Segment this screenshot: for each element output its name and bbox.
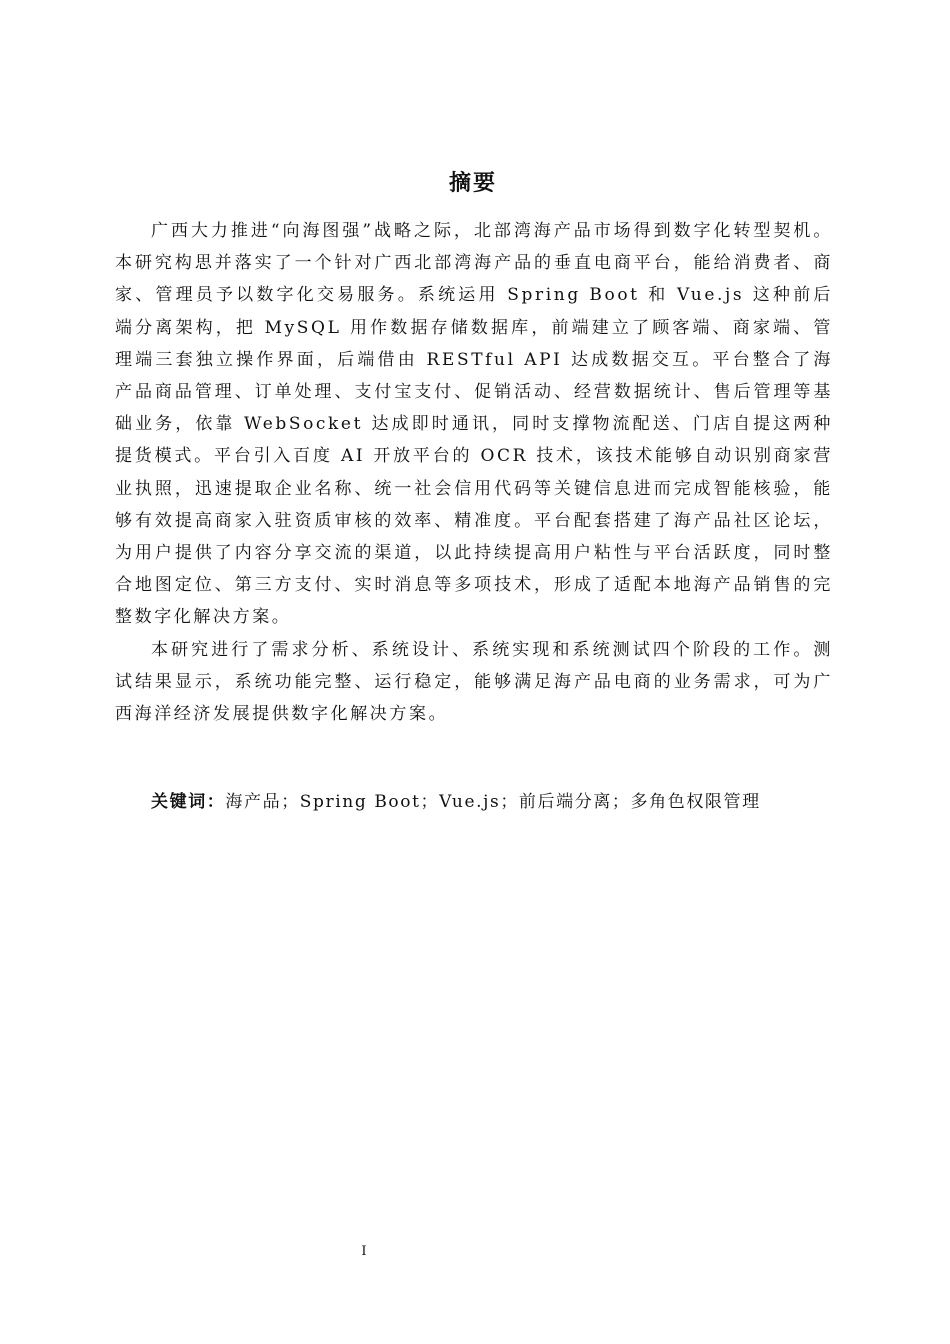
abstract-body xyxy=(115,215,833,730)
page-number: I xyxy=(361,1244,367,1259)
keywords-text: 海产品；Spring Boot；Vue.js；前后端分离；多角色权限管理 xyxy=(225,792,761,812)
abstract-paragraph-1: 广西大力推进“向海图强”战略之际，北部湾海产品市场得到数字化转型契机。本研究构思并落实了一个针对广西北部湾海产品的垂直电商平台，能给消费者、商家、管理员予以数字化交易服务。系统运用 Spring Boot 和 Vue.js 这种前后端分离架构，把 MySQL 用作数据存储数据库，前端建立了顾客端、商家端、管理端三套独立操作界面，后端借由 RESTful API 达成数据交互。平台整合了海产品商品管理、订单处理、支付宝支付、促销活动、经营数据统计、售后管理等基础业务，依靠 WebSocket 达成即时通讯，同时支撑物流配送、门店自提这两种提货模式。平台引入百度 AI 开放平台的 OCR 技术，该技术能够自动识别商家营业执照，迅速提取企业名称、统一社会信用代码等关键信息进而完成智能核验，能够有效提高商家入驻资质审核的效率、精准度。平台配套搭建了海产品社区论坛，为用户提供了内容分享交流的渠道，以此持续提高用户粘性与平台活跃度，同时整合地图定位、第三方支付、实时消息等多项技术，形成了适配本地海产品销售的完整数字化解决方案。 xyxy=(115,221,833,628)
keywords-label: 关键词： xyxy=(151,792,226,812)
abstract-paragraph-2: 本研究进行了需求分析、系统设计、系统实现和系统测试四个阶段的工作。测试结果显示，系统功能完整、运行稳定，能够满足海产品电商的业务需求，可为广西海洋经济发展提供数字化解决方案。 xyxy=(115,639,833,725)
keywords-line xyxy=(151,786,851,818)
abstract-title: 摘要 xyxy=(448,171,497,196)
